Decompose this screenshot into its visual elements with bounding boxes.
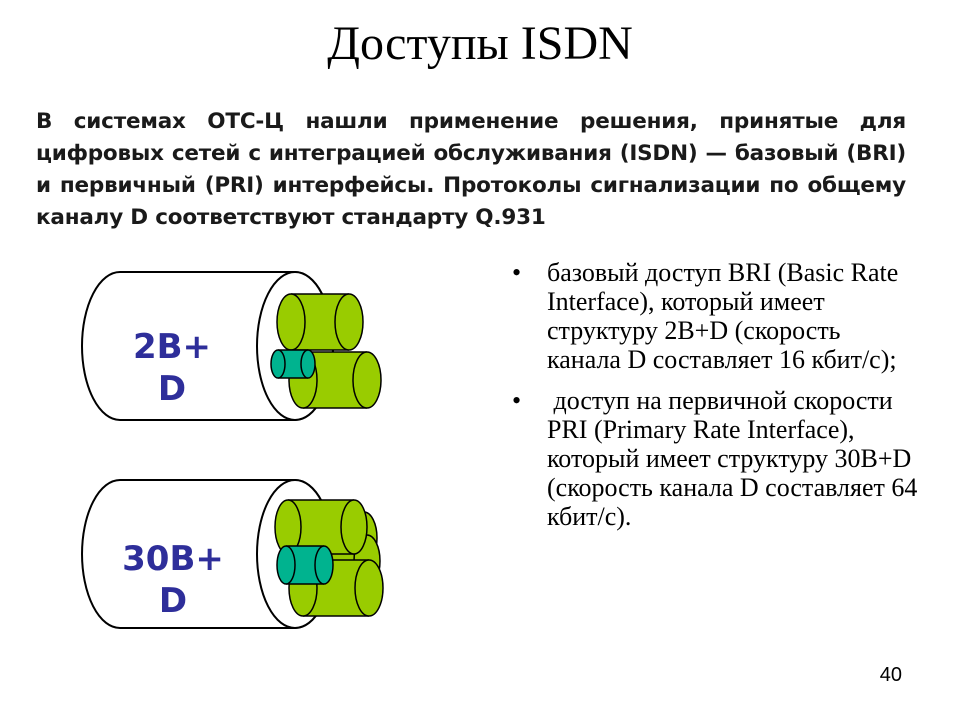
bullet-list xyxy=(510,258,924,543)
bullet-text: доступ на первичной скорости PRI (Primary Rate Interface), который имеет структуру 30B+D (скорость канала D составляет 64 кбит/с). xyxy=(547,386,924,531)
d-channel-wire xyxy=(271,350,315,378)
scanned-paragraph: В системах ОТС-Ц нашли применение решения, принятые для цифровых сетей с интеграцией обслуживания (ISDN) — базовый (BRI) и первичный (PRI) интерфейсы. Протоколы сигнализации по общему каналу D соответствуют стандарту Q.931 xyxy=(36,109,906,230)
bullet-item-bri xyxy=(510,258,920,374)
bullet-marker: • xyxy=(512,258,522,287)
page-number: 40 xyxy=(879,664,902,686)
b-channel-wire xyxy=(277,294,363,350)
cable-label: D xyxy=(157,369,187,409)
slide-title: Доступы ISDN xyxy=(327,17,633,70)
bullet-item-pri xyxy=(510,386,924,531)
d-channel-wire xyxy=(277,546,333,584)
cable-2b-d xyxy=(82,272,381,420)
bullet-text: базовый доступ BRI (Basic Rate Interface), который имеет структуру 2B+D (скорость канала D составляет 16 кбит/с); xyxy=(547,258,899,374)
bullet-marker: • xyxy=(512,386,522,415)
isdn-cable-diagram xyxy=(60,260,400,650)
cable-label: 2B+ xyxy=(132,327,212,367)
cable-30b-d xyxy=(82,480,383,628)
cable-label: D xyxy=(158,581,188,621)
cable-label: 30B+ xyxy=(122,539,224,579)
